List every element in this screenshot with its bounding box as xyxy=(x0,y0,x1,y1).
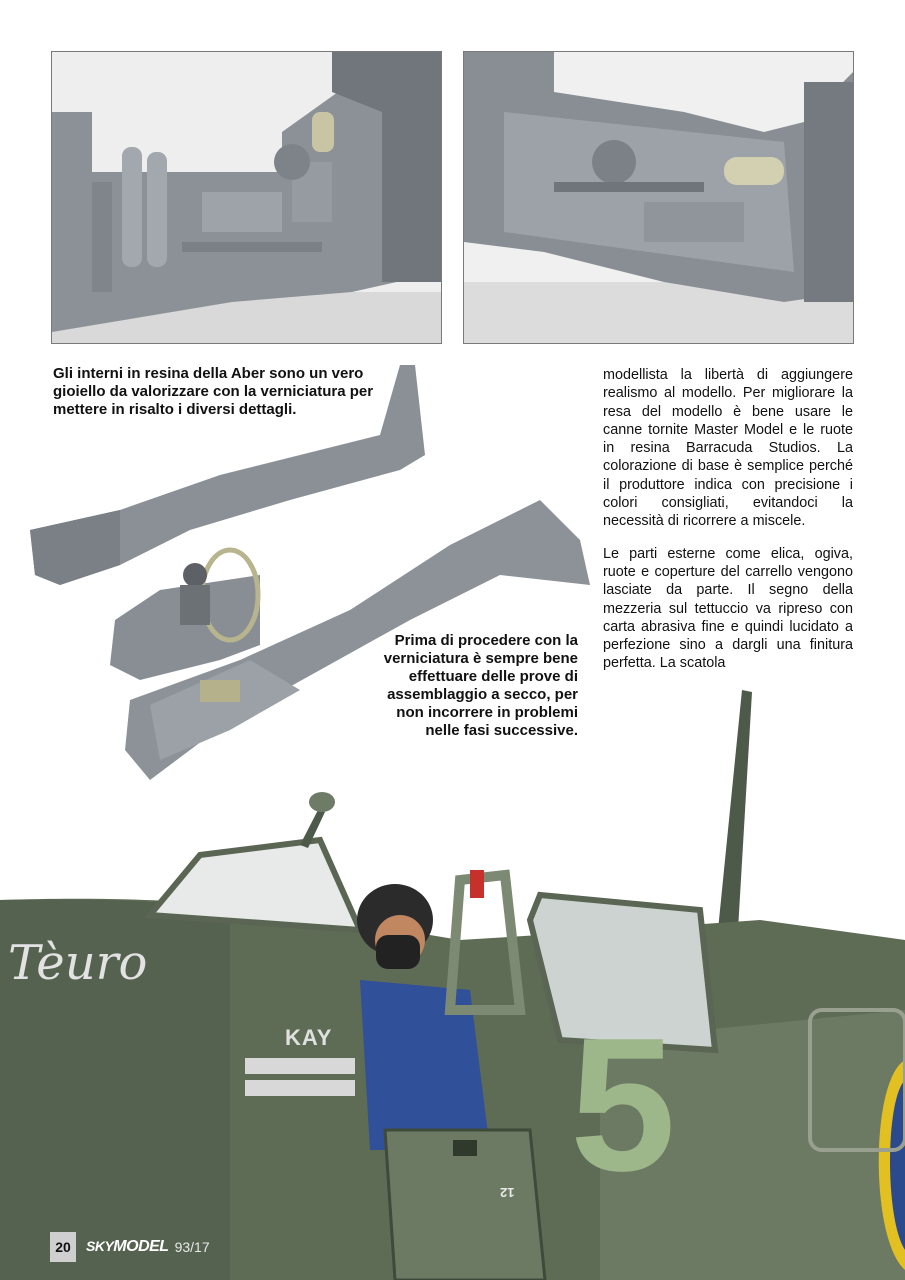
photo-cockpit-interior-left xyxy=(51,51,442,344)
article-paragraph: modellista la libertà di aggiungere realismo al modello. Per migliorare la resa del modello è bene usare le canne tornite Master Model e le ruote in resina Barracuda Studios. La colorazione di base è semplice perché il produttore indica con precisione i colori consigliati, evitandoci la necessità di ricorrere a miscele. xyxy=(603,367,853,530)
page-number: 20 xyxy=(50,1232,76,1262)
marking-name: KAY xyxy=(285,1025,333,1050)
logo-main: MODEL xyxy=(113,1238,169,1255)
marking-code-letter: 5 xyxy=(570,999,676,1211)
article-paragraph: Le parti esterne come elica, ogiva, ruote e coperture del carrello vengono lasciate da parte. Il segno della mezzeria sul tettuccio va ripreso con carta abrasiva fine e quindi lucidato a perfezione sino a dargli una finitura perfetta. La scatola xyxy=(603,545,853,672)
issue-number: 93/17 xyxy=(174,1239,210,1255)
marking-panel-number: 12 xyxy=(500,1185,515,1200)
article-body xyxy=(603,366,853,687)
logo-prefix: SKY xyxy=(86,1238,114,1254)
cockpit-interior-left-illustration xyxy=(52,52,441,343)
photo-painted-aircraft xyxy=(0,680,905,1280)
photo-cockpit-interior-right xyxy=(463,51,854,344)
caption-interior-resin: Gli interni in resina della Aber sono un vero gioiello da valorizzare con la verniciatura per mettere in risalto i diversi dettagli. xyxy=(53,365,374,418)
page-footer xyxy=(50,1232,210,1262)
caption-dry-fit: Prima di procedere con la verniciatura è sempre bene effettuare delle prove di assemblaggio a secco, per non incorrere in problemi nelle fasi successive. xyxy=(383,632,578,739)
marking-script: Tèuro xyxy=(8,935,148,991)
cockpit-interior-right-illustration xyxy=(464,52,853,343)
magazine-logo xyxy=(86,1238,169,1256)
